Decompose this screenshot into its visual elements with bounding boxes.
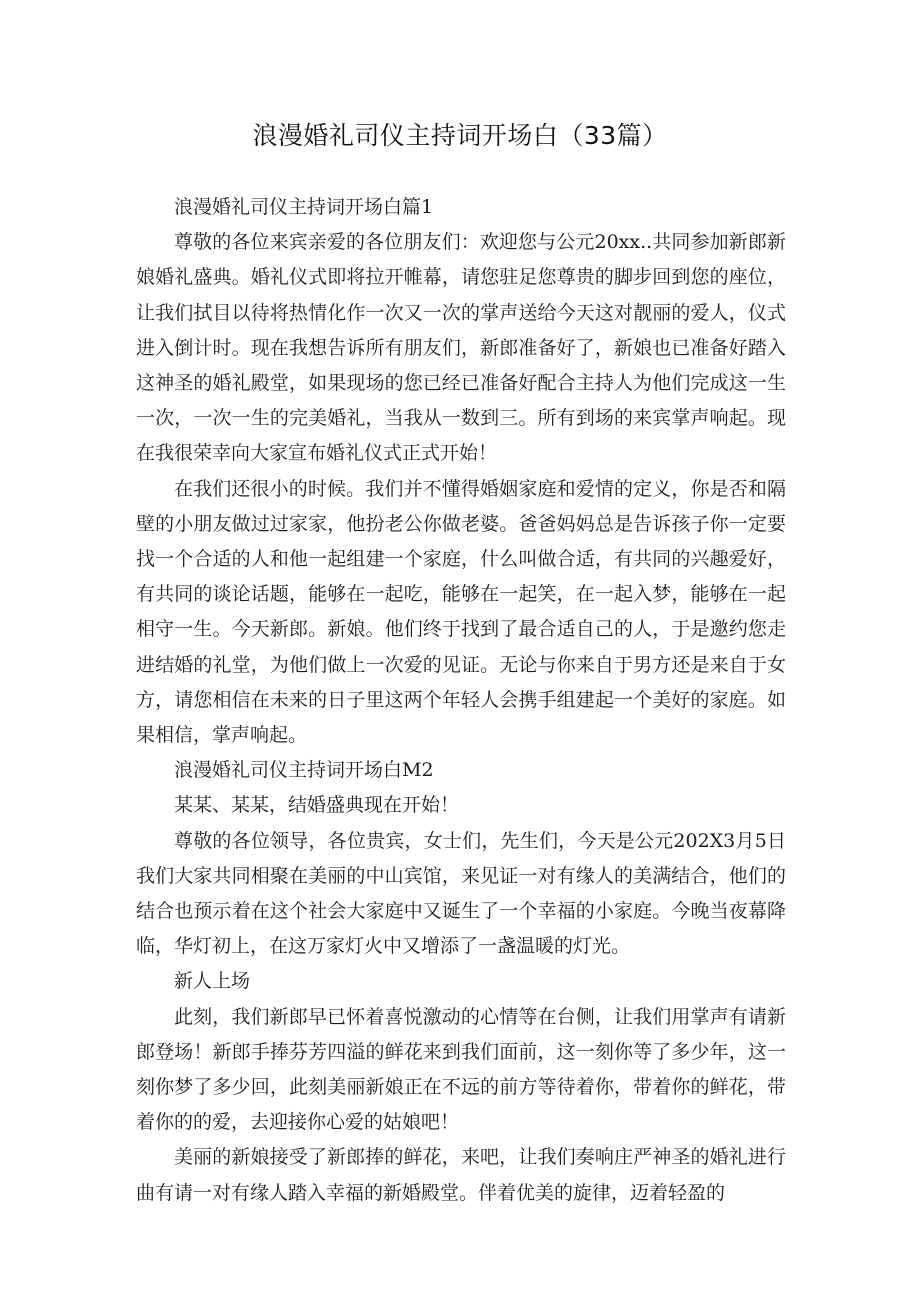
paragraph-greeting: 尊敬的各位领导，各位贵宾，女士们，先生们，今天是公元202X3月5日我们大家共同相聚在美丽的中山宾馆，来见证一对有缘人的美满结合，他们的结合也预示着在这个社会大家庭中又诞生了一个幸福的小家庭。今晚当夜幕降临，华灯初上，在这万家灯火中又增添了一盏温暖的灯光。 [136,829,786,958]
paragraph-welcome: 尊敬的各位来宾亲爱的各位朋友们：欢迎您与公元20xx..共同参加新郎新娘婚礼盛典。婚礼仪式即将拉开帷幕，请您驻足您尊贵的脚步回到您的座位，让我们拭目以待将热情化作一次又一次的掌声送给今天这对靓丽的爱人，仪式进入倒计时。现在我想告诉所有朋友们，新郎准备好了，新娘也已准备好踏入这神圣的婚礼殿堂，如果现场的您已经已准备好配合主持人为他们完成这一生一次，一次一生的完美婚礼，当我从一数到三。所有到场的来宾掌声响起。现在我很荣幸向大家宣布婚礼仪式正式开始！ [136,231,786,465]
document-body [136,190,786,1211]
paragraph-childhood: 在我们还很小的时候。我们并不懂得婚姻家庭和爱情的定义，你是否和隔壁的小朋友做过过家家，他扮老公你做老婆。爸爸妈妈总是告诉孩子你一定要找一个合适的人和他一起组建一个家庭，什么叫做合适，有共同的兴趣爱好，有共同的谈论话题，能够在一起吃，能够在一起笑，在一起入梦，能够在一起相守一生。今天新郎。新娘。他们终于找到了最合适自己的人，于是邀约您走进结婚的礼堂，为他们做上一次爱的见证。无论与你来自于男方还是来自于女方，请您相信在未来的日子里这两个年轻人会携手组建起一个美好的家庭。如果相信，掌声响起。 [136,477,786,747]
paragraph-opening-line: 某某、某某，结婚盛典现在开始！ [174,794,460,817]
paragraph-bride-entrance: 美丽的新娘接受了新郎捧的鲜花，来吧，让我们奏响庄严神圣的婚礼进行曲有请一对有缘人踏入幸福的新婚殿堂。伴着优美的旋律，迈着轻盈的 [136,1146,786,1204]
paragraph-groom-entrance: 此刻，我们新郎早已怀着喜悦激动的心情等在台侧，让我们用掌声有请新郎登场！新郎手捧芬芳四溢的鲜花来到我们面前，这一刻你等了多少年，这一刻你梦了多少回，此刻美丽新娘正在不远的前方等待着你，带着你的鲜花，带着你的的爱，去迎接你心爱的姑娘吧！ [136,1005,786,1134]
section-heading-1: 浪漫婚礼司仪主持词开场白篇1 [174,196,434,218]
subheading-entrance: 新人上场 [174,970,251,993]
section-heading-2: 浪漫婚礼司仪主持词开场白M2 [174,759,434,782]
page-title: 浪漫婚礼司仪主持词开场白（33篇） [252,121,668,150]
